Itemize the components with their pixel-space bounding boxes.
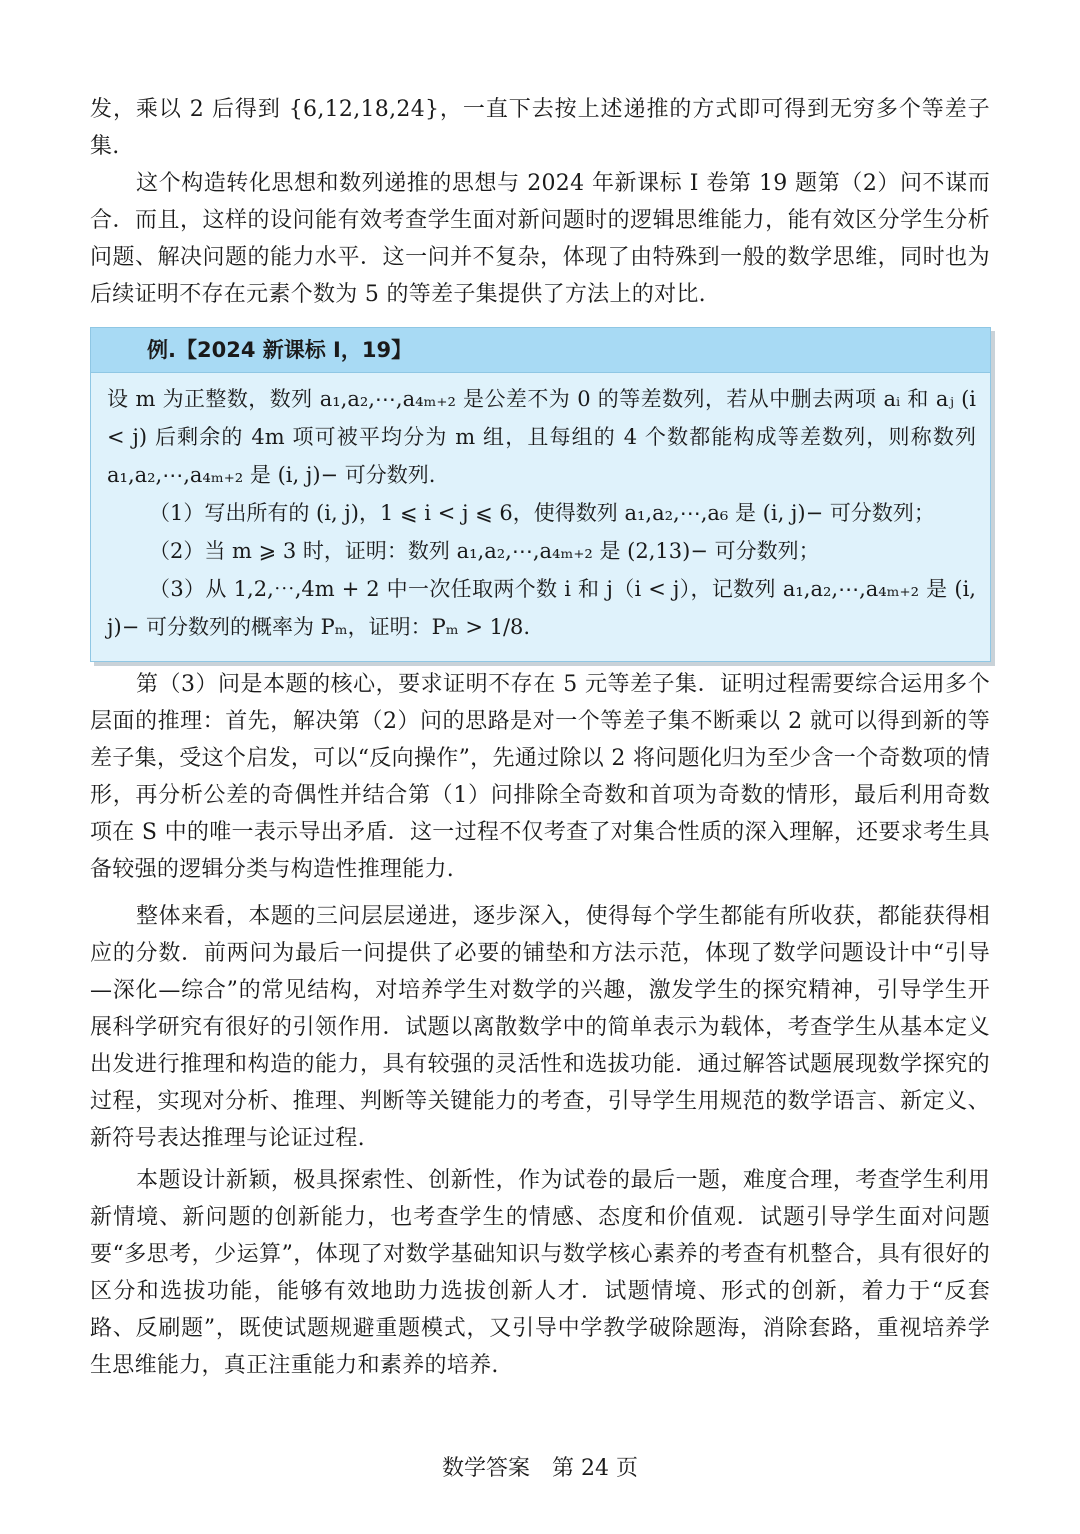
example-box bbox=[90, 327, 991, 662]
paragraph-overall-view: 整体来看，本题的三问层层递进，逐步深入，使得每个学生都能有所收获，都能获得相应的分数．前两问为最后一问提供了必要的铺垫和方法示范，体现了数学问题设计中“引导—深化—综合”的常见结构，对培养学生对数学的兴趣，激发学生的探究精神，引导学生开展科学研究有很好的引领作用．试题以离散数学中的简单表示为载体，考查学生从基本定义出发进行推理和构造的能力，具有较强的灵活性和选拔功能．通过解答试题展现数学探究的过程，实现对分析、推理、判断等关键能力的考查，引导学生用规范的数学语言、新定义、新符号表达推理与论证过程. bbox=[90, 904, 990, 1151]
paragraph-construction-idea: 这个构造转化思想和数列递推的思想与 2024 年新课标 I 卷第 19 题第（2）问不谋而合．而且，这样的设问能有效考查学生面对新问题时的逻辑思维能力，能有效区分学生分析问题、解决问题的能力水平．这一问并不复杂，体现了由特殊到一般的数学思维，同时也为后续证明不存在元素个数为 5 的等差子集提供了方法上的对比. bbox=[90, 171, 990, 307]
paragraph-design-summary: 本题设计新颖，极具探索性、创新性，作为试卷的最后一题，难度合理，考查学生利用新情境、新问题的创新能力，也考查学生的情感、态度和价值观．试题引导学生面对问题要“多思考，少运算”，体现了对数学基础知识与数学核心素养的考查有机整合，具有很好的区分和选拔功能，能够有效地助力选拔创新人才．试题情境、形式的创新，着力于“反套路、反刷题”，既使试题规避重题模式，又引导中学教学破除题海，消除套路，重视培养学生思维能力，真正注重能力和素养的培养. bbox=[90, 1168, 990, 1378]
example-question-2: （2）当 m ⩾ 3 时，证明：数列 a₁,a₂,⋯,a₄ₘ₊₂ 是 (2,13)− 可分数列； bbox=[149, 539, 820, 563]
paragraph-part3-analysis: 第（3）问是本题的核心，要求证明不存在 5 元等差子集．证明过程需要综合运用多个层面的推理：首先，解决第（2）问的思路是对一个等差子集不断乘以 2 就可以得到新的等差子集，受这个启发，可以“反向操作”，先通过除以 2 将问题化归为至少含一个奇数项的情形，再分析公差的奇偶性并结合第（1）问排除全奇数和首项为奇数的情形，最后利用奇数项在 S 中的唯一表示导出矛盾．这一过程不仅考查了对集合性质的深入理解，还要求考生具备较强的逻辑分类与构造性推理能力. bbox=[90, 672, 990, 882]
example-title: 例.【2024 新课标 I，19】 bbox=[91, 328, 990, 373]
page-footer: 数学答案 第 24 页 bbox=[442, 1456, 638, 1481]
example-stem: 设 m 为正整数，数列 a₁,a₂,⋯,a₄ₘ₊₂ 是公差不为 0 的等差数列，若从中删去两项 aᵢ 和 aⱼ (i < j) 后剩余的 4m 项可被平均分为 m 组，且每组的 4 个数都能构成等差数列，则称数列 a₁,a₂,⋯,a₄ₘ₊₂ 是 (i, j)− 可分数列. bbox=[107, 387, 976, 487]
example-content bbox=[107, 380, 976, 646]
example-question-1: （1）写出所有的 (i, j)，1 ⩽ i < j ⩽ 6，使得数列 a₁,a₂,⋯,a₆ 是 (i, j)− 可分数列； bbox=[149, 501, 935, 525]
example-question-3: （3）从 1,2,⋯,4m + 2 中一次任取两个数 i 和 j（i < j），记数列 a₁,a₂,⋯,a₄ₘ₊₂ 是 (i, j)− 可分数列的概率为 Pₘ，证明：Pₘ > 1/8. bbox=[107, 577, 976, 639]
paragraph-continuation: 发，乘以 2 后得到 {6,12,18,24}，一直下去按上述递推的方式即可得到无穷多个等差子集. bbox=[90, 97, 990, 159]
